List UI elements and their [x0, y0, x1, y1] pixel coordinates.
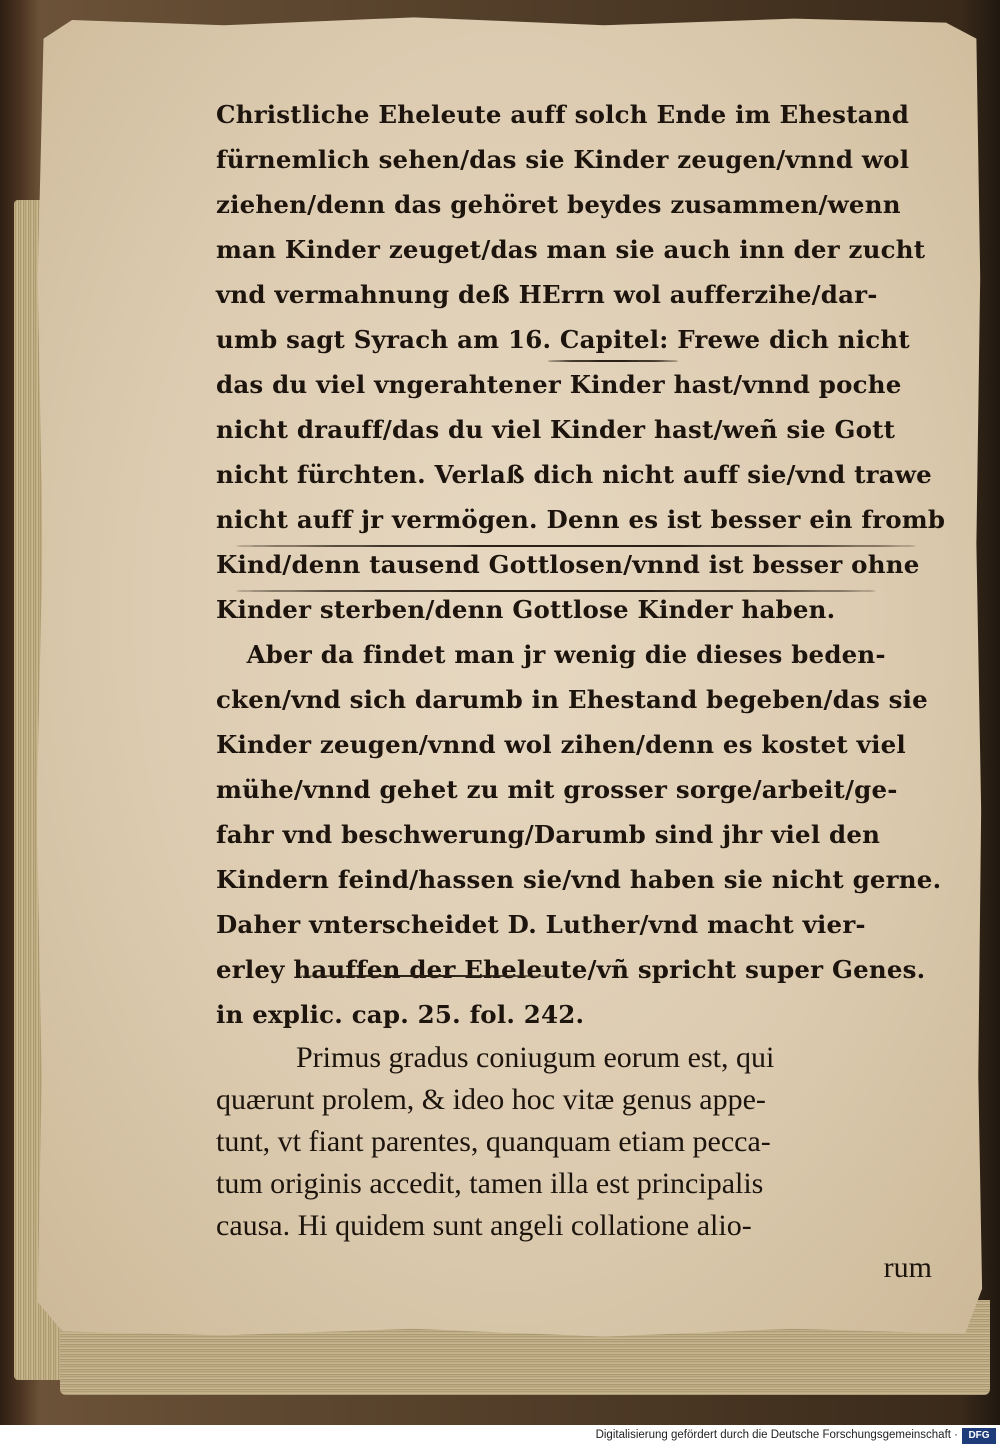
text-line: Kindern feind/hassen sie/vnd haben sie nicht gerne. — [216, 865, 942, 894]
text-line: man Kinder zeuget/das man sie auch inn der zucht — [216, 235, 926, 264]
latin-line: tunt, vt fiant parentes, quanquam etiam pecca- — [216, 1125, 771, 1158]
text-line: nicht drauff/das du viel Kinder hast/weñ sie Gott — [216, 415, 896, 444]
text-line: das du viel vngerahtener Kinder hast/vnnd poche — [216, 370, 902, 399]
paragraph-start-line: Aber da findet man jr wenig die dieses beden- — [246, 640, 886, 669]
dfg-logo: DFG — [962, 1428, 996, 1444]
latin-paragraph-start: Primus gradus coniugum eorum est, qui — [296, 1041, 775, 1074]
text-line: Kinder zeugen/vnnd wol zihen/denn es kostet viel — [216, 730, 906, 759]
text-line: Kind/denn tausend Gottlosen/vnnd ist besser ohne — [216, 550, 920, 579]
text-line: nicht fürchten. Verlaß dich nicht auff sie/vnd trawe — [216, 460, 932, 489]
handwritten-underline — [300, 975, 550, 977]
text-line: Daher vnterscheidet D. Luther/vnd macht vier- — [216, 910, 866, 939]
text-line: erley hauffen der Eheleute/vñ spricht super Genes. — [216, 955, 926, 984]
latin-line: quærunt prolem, & ideo hoc vitæ genus appe- — [216, 1083, 766, 1116]
handwritten-underline — [548, 360, 678, 362]
text-line: ziehen/denn das gehöret beydes zusammen/wenn — [216, 190, 901, 219]
text-line: Christliche Eheleute auff solch Ende im Ehestand — [216, 100, 910, 129]
text-line: cken/vnd sich darumb in Ehestand begeben/das sie — [216, 685, 928, 714]
funding-credit: Digitalisierung gefördert durch die Deutsche Forschungsgemeinschaft · — [595, 1429, 958, 1441]
text-line: nicht auff jr vermögen. Denn es ist besser ein fromb — [216, 505, 946, 534]
text-line: mühe/vnnd gehet zu mit grosser sorge/arbeit/ge- — [216, 775, 898, 804]
text-line: Kinder sterben/denn Gottlose Kinder haben. — [216, 595, 836, 624]
page-text — [216, 92, 946, 1289]
text-line: umb sagt Syrach am 16. Capitel: Frewe dich nicht — [216, 325, 910, 354]
text-line: vnd vermahnung deß HErrn wol aufferzihe/dar- — [216, 280, 878, 309]
latin-line: causa. Hi quidem sunt angeli collatione alio- — [216, 1209, 752, 1242]
citation-line: in explic. cap. 25. fol. 242. — [216, 1000, 585, 1029]
text-line: fürnemlich sehen/das sie Kinder zeugen/vnnd wol — [216, 145, 910, 174]
handwritten-underline — [236, 545, 916, 547]
footer-bar — [0, 1425, 1000, 1448]
text-line: fahr vnd beschwerung/Darumb sind jhr viel den — [216, 820, 881, 849]
catchword: rum — [883, 1251, 932, 1284]
handwritten-underline — [236, 590, 876, 592]
latin-line: tum originis accedit, tamen illa est principalis — [216, 1167, 764, 1200]
